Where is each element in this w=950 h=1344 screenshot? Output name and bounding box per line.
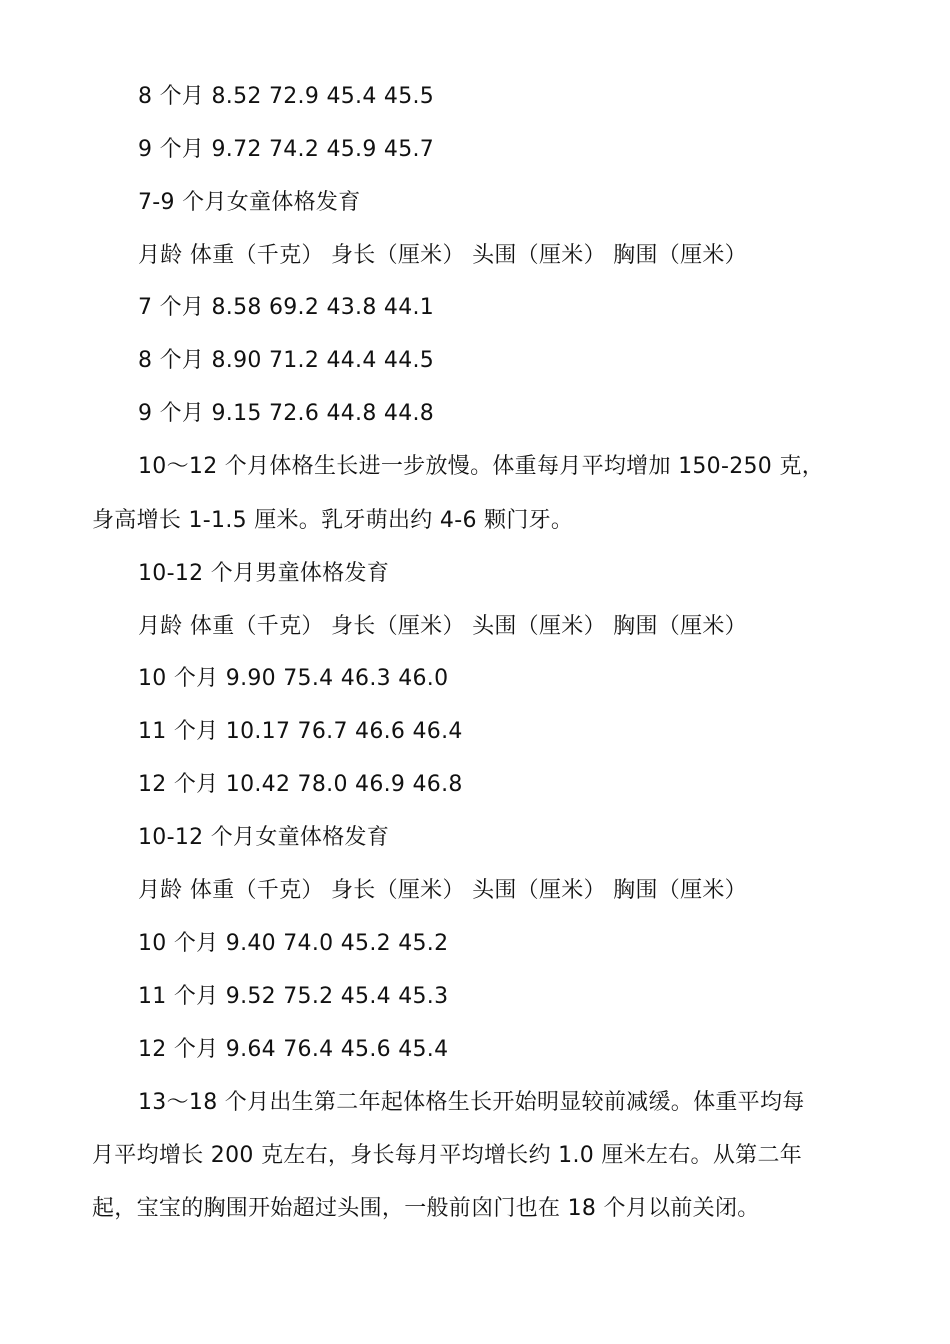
table-header: 月龄 体重（千克） 身长（厘米） 头围（厘米） 胸围（厘米） [138, 243, 747, 268]
paragraph-13-18-line-1: 13～18 个月出生第二年起体格生长开始明显较前减缓。体重平均每 [138, 1090, 805, 1115]
table-row-boy-10-months: 10 个月 9.90 75.4 46.3 46.0 [138, 666, 449, 691]
table-row-girl-11-months: 11 个月 9.52 75.2 45.4 45.3 [138, 984, 449, 1009]
paragraph-13-18-line-3: 起，宝宝的胸围开始超过头围，一般前囟门也在 18 个月以前关闭。 [92, 1196, 760, 1221]
section-heading-boys-10-12: 10-12 个月男童体格发育 [138, 561, 390, 586]
table-row-girl-10-months: 10 个月 9.40 74.0 45.2 45.2 [138, 931, 449, 956]
section-heading-girls-7-9: 7-9 个月女童体格发育 [138, 190, 361, 215]
table-row-boy-11-months: 11 个月 10.17 76.7 46.6 46.4 [138, 719, 463, 744]
table-header: 月龄 体重（千克） 身长（厘米） 头围（厘米） 胸围（厘米） [138, 614, 747, 639]
paragraph-13-18-line-2: 月平均增长 200 克左右，身长每月平均增长约 1.0 厘米左右。从第二年 [92, 1143, 803, 1168]
table-header: 月龄 体重（千克） 身长（厘米） 头围（厘米） 胸围（厘米） [138, 878, 747, 903]
table-row-girl-12-months: 12 个月 9.64 76.4 45.6 45.4 [138, 1037, 449, 1062]
table-row-boy-9-months: 9 个月 9.72 74.2 45.9 45.7 [138, 137, 435, 162]
paragraph-10-12-line-1: 10～12 个月体格生长进一步放慢。体重每月平均增加 150-250 克， [138, 454, 824, 479]
paragraph-10-12-line-2: 身高增长 1-1.5 厘米。乳牙萌出约 4-6 颗门牙。 [92, 508, 574, 533]
table-row-girl-9-months: 9 个月 9.15 72.6 44.8 44.8 [138, 401, 435, 426]
section-heading-girls-10-12: 10-12 个月女童体格发育 [138, 825, 390, 850]
table-row-boy-8-months: 8 个月 8.52 72.9 45.4 45.5 [138, 84, 435, 109]
table-row-girl-8-months: 8 个月 8.90 71.2 44.4 44.5 [138, 348, 435, 373]
table-row-boy-12-months: 12 个月 10.42 78.0 46.9 46.8 [138, 772, 463, 797]
table-row-girl-7-months: 7 个月 8.58 69.2 43.8 44.1 [138, 295, 435, 320]
